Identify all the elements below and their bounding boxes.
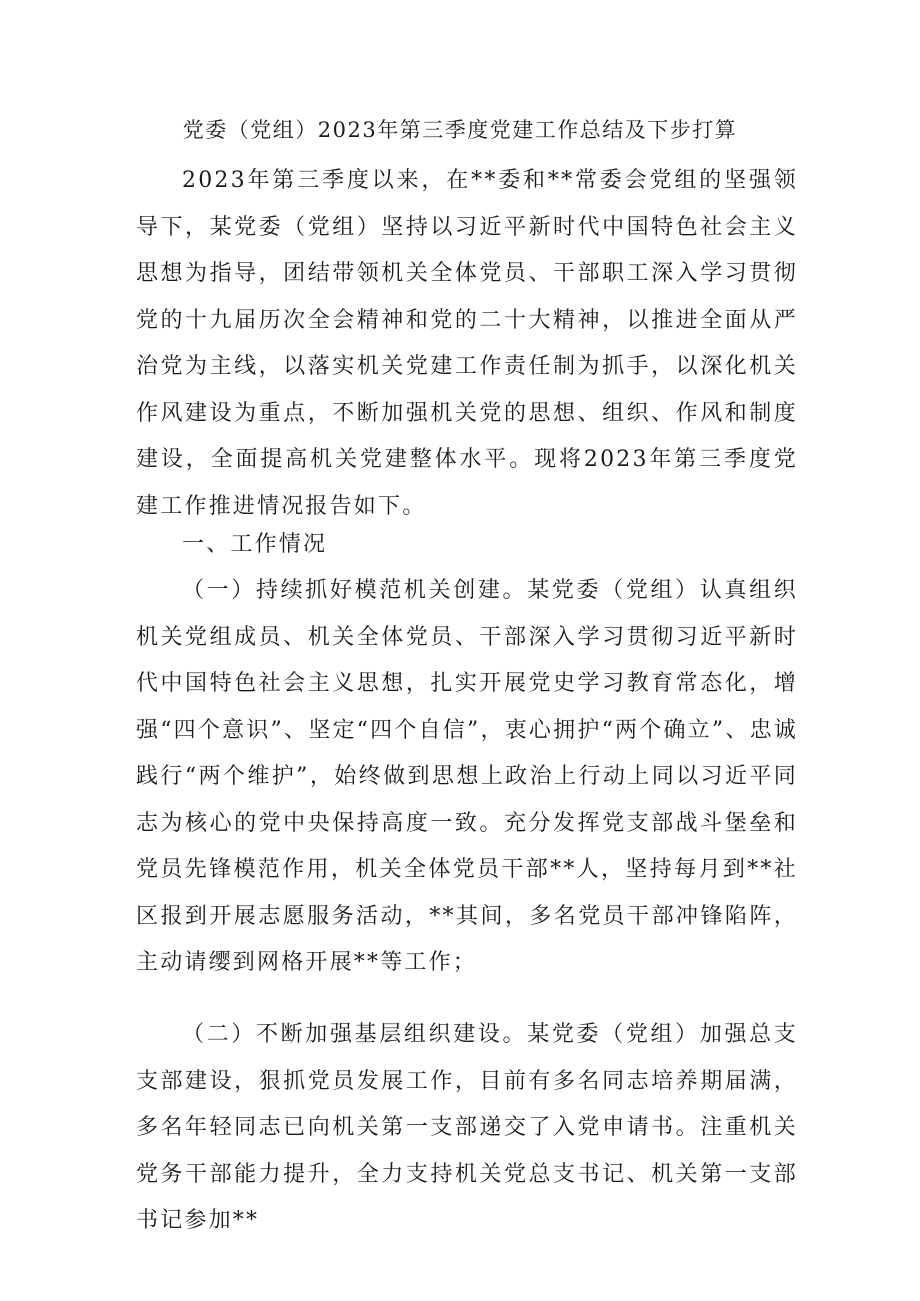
intro-paragraph: 2023年第三季度以来，在**委和**常委会党组的坚强领导下，某党委（党组）坚持以习近平新时代中国特色社会主义思想为指导，团结带领机关全体党员、干部职工深入学习贯彻党的十九届历次全会精神和党的二十大精神，以推进全面从严治党为主线，以落实机关党建工作责任制为抓手，以深化机关作风建设为重点，不断加强机关党的思想、组织、作风和制度建设，全面提高机关党建整体水平。现将2023年第三季度党建工作推进情况报告如下。 [136, 168, 798, 519]
document-title: 党委（党组）2023年第三季度党建工作总结及下步打算 [182, 118, 738, 142]
paragraph-item-2: （二）不断加强基层组织建设。某党委（党组）加强总支支部建设，狠抓党员发展工作，目前有多名同志培养期届满，多名年轻同志已向机关第一支部递交了入党申请书。注重机关党务干部能力提升，全力支持机关党总支书记、机关第一支部书记参加** [136, 1022, 798, 1233]
section-heading-work-status: 一、工作情况 [182, 532, 328, 557]
paragraph-item-1: （一）持续抓好模范机关创建。某党委（党组）认真组织机关党组成员、机关全体党员、干部深入学习贯彻习近平新时代中国特色社会主义思想，扎实开展党史学习教育常态化，增强“四个意识”、坚定“四个自信”，衷心拥护“两个确立”、忠诚践行“两个维护”，始终做到思想上政治上行动上同以习近平同志为核心的党中央保持高度一致。充分发挥党支部战斗堡垒和党员先锋模范作用，机关全体党员干部**人，坚持每月到**社区报到开展志愿服务活动，**其间，多名党员干部冲锋陷阵，主动请缨到网格开展**等工作； [136, 578, 798, 975]
